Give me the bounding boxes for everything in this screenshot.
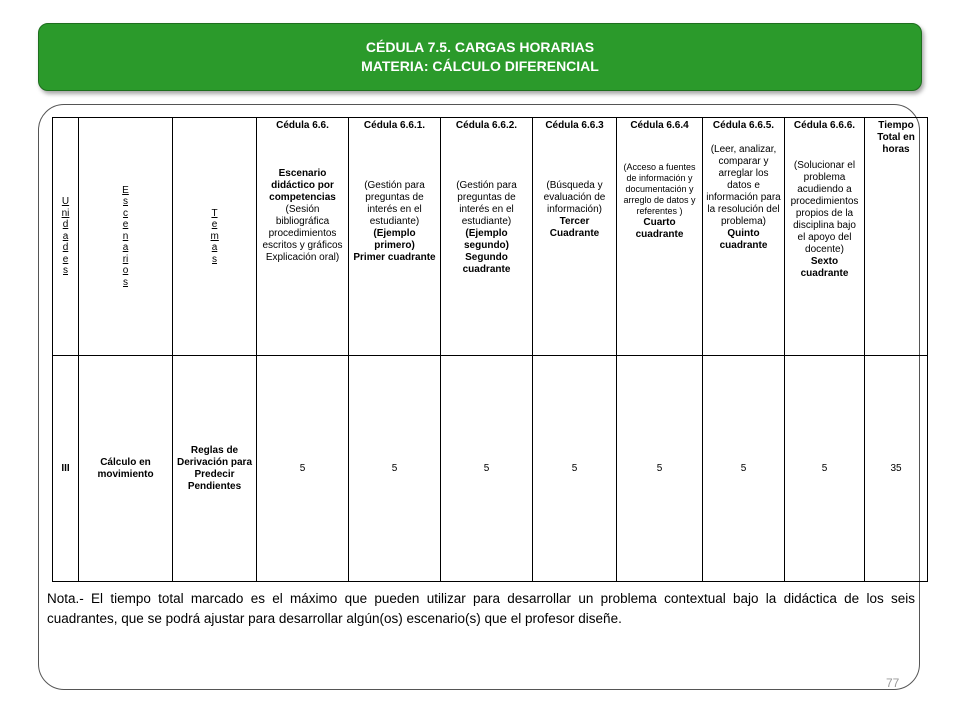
header-c2-bold2: Primer cuadrante (353, 252, 436, 263)
table-row (53, 356, 928, 582)
header-c2-text: (Gestión para preguntas de interés en el estudiante) (364, 180, 425, 227)
header-c6-bold: Quinto cuadrante (719, 228, 768, 251)
header-tiempo-total (865, 118, 928, 356)
header-cedula-6-6 (257, 118, 349, 356)
header-c2-title: Cédula 6.6.1. (363, 120, 426, 131)
header-unidades (53, 118, 79, 356)
header-escenarios-label: Escenarios (122, 184, 129, 288)
title-banner (38, 23, 922, 91)
header-c7-title: Cédula 6.6.6. (793, 120, 856, 131)
header-c2-bold1: (Ejemplo primero) (373, 228, 416, 251)
header-cedula-6-6-1 (349, 118, 441, 356)
header-c5-text: (Acceso a fuentes de información y documentación y arreglo de datos y referentes ) (623, 162, 696, 216)
header-cedula-6-6-6 (785, 118, 865, 356)
cell-tema: Reglas de Derivación para Predecir Pendientes (173, 356, 257, 582)
workload-table (52, 117, 928, 582)
cell-value-7: 5 (785, 356, 865, 582)
header-c5-title: Cédula 6.6.4 (630, 120, 689, 131)
header-c4-text: (Búsqueda y evaluación de información) (543, 180, 606, 215)
header-cedula-6-6-2 (441, 118, 533, 356)
table-header-row (53, 118, 928, 356)
cell-value-4: 5 (533, 356, 617, 582)
header-c6-text: (Leer, analizar, comparar y arreglar los datos e información para la resolución del problema) (706, 144, 781, 227)
cell-escenario: Cálculo en movimiento (79, 356, 173, 582)
header-c4-title: Cédula 6.6.3 (545, 120, 604, 131)
cell-value-1: 5 (257, 356, 349, 582)
header-escenarios (79, 118, 173, 356)
header-c7-text: (Solucionar el problema acudiendo a procedimientos propios de la disciplina bajo el apoyo del docente) (790, 160, 859, 255)
cell-value-6: 5 (703, 356, 785, 582)
footnote: Nota.- El tiempo total marcado es el máximo que pueden utilizar para desarrollar un problema contextual bajo la didáctica de los seis cuadrantes, que se podrá ajustar para desarrollar algún(os) escenario(s) que el profesor diseñe. (47, 591, 915, 626)
header-temas (173, 118, 257, 356)
cell-unidad: III (53, 356, 79, 582)
header-c4-bold: Tercer Cuadrante (549, 216, 600, 239)
cell-total: 35 (865, 356, 928, 582)
cell-value-5: 5 (617, 356, 703, 582)
header-c8-title: Tiempo Total en horas (877, 120, 915, 155)
header-c5-bold: Cuarto cuadrante (635, 217, 684, 240)
header-c1-bold: Escenario didáctico por competencias (269, 168, 336, 203)
header-cedula-6-6-3 (533, 118, 617, 356)
cell-value-3: 5 (441, 356, 533, 582)
header-c7-bold: Sexto cuadrante (800, 256, 849, 279)
header-c3-bold1: (Ejemplo segundo) (464, 228, 509, 251)
header-cedula-6-6-4 (617, 118, 703, 356)
header-c3-bold2: Segundo cuadrante (462, 252, 511, 275)
title-line-1: CÉDULA 7.5. CARGAS HORARIAS (365, 39, 595, 55)
header-temas-label: Temas (210, 207, 219, 265)
header-c1-text: (Sesión bibliográfica procedimientos escritos y gráficos Explicación oral) (262, 204, 343, 263)
header-c3-text: (Gestión para preguntas de interés en el estudiante) (456, 180, 517, 227)
header-cedula-6-6-5 (703, 118, 785, 356)
header-c3-title: Cédula 6.6.2. (455, 120, 518, 131)
page-number: 77 (886, 676, 900, 690)
title-line-2: MATERIA: CÁLCULO DIFERENCIAL (361, 58, 599, 74)
header-c6-title: Cédula 6.6.5. (712, 120, 775, 131)
header-unidades-label: Unidades (61, 196, 70, 277)
cell-value-2: 5 (349, 356, 441, 582)
header-c1-title: Cédula 6.6. (276, 120, 329, 131)
